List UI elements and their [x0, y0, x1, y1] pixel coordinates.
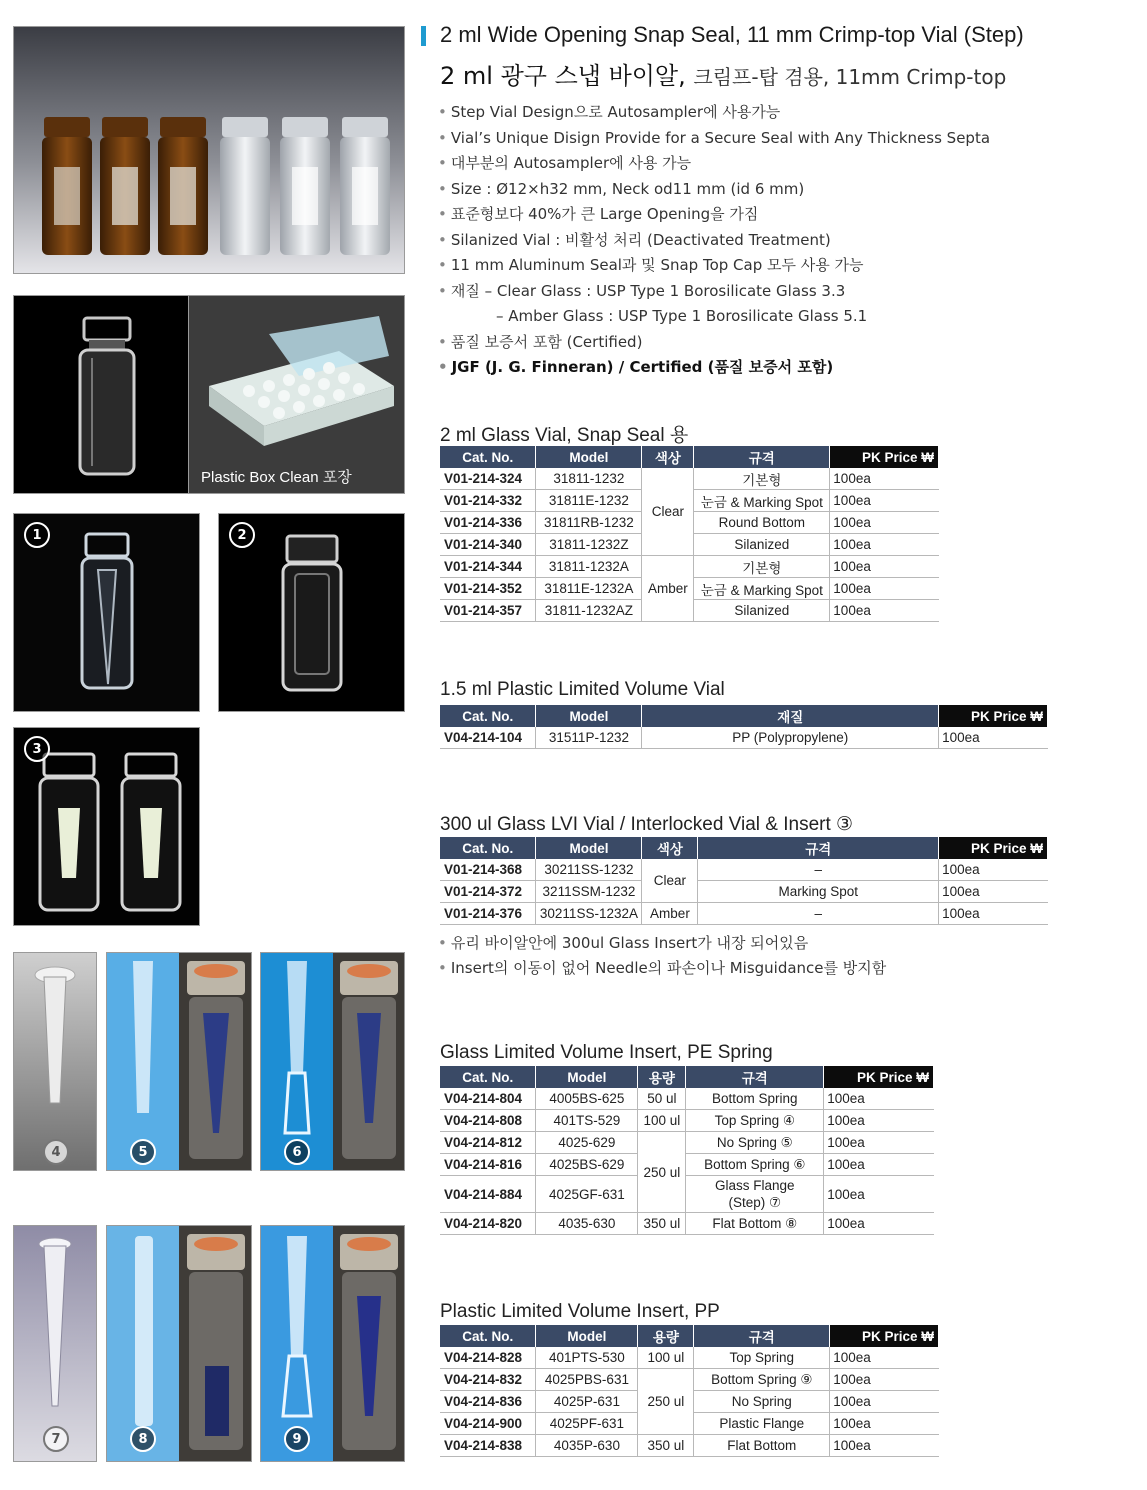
insert-photo-9 — [260, 1225, 405, 1462]
table3 — [440, 837, 1048, 925]
clear-vial — [220, 117, 390, 255]
insert-photo-5 — [106, 952, 252, 1171]
table-row: V01-214-340 31811-1232Z Silanized 100ea — [440, 534, 939, 556]
volume-cell: 250 ul — [638, 1132, 686, 1213]
table-row: V04-214-816 4025BS-629 Bottom Spring ⑥ 100ea — [440, 1154, 934, 1176]
vial-photo-2 — [218, 513, 405, 712]
vial-photo-3 — [13, 727, 200, 926]
table5-title: Plastic Limited Volume Insert, PP — [440, 1301, 720, 1322]
table-header-row — [440, 837, 1048, 859]
feature-list — [438, 100, 990, 381]
table4 — [440, 1066, 934, 1235]
feature-item: • Silanized Vial : 비활성 처리 (Deactivated Treatment) — [438, 230, 831, 249]
page-title-kr-main: 2 ml 광구 스냅 바이알, — [440, 62, 686, 90]
feature-item: – Amber Glass : USP Type 1 Borosilicate Glass 5.1 — [496, 307, 868, 325]
table-row: V04-214-808 401TS-529 100 ul Top Spring ④ 100ea — [440, 1110, 934, 1132]
label-7-badge: 7 — [43, 1426, 69, 1452]
page-title-en: 2 ml Wide Opening Snap Seal, 11 mm Crimp-top Vial (Step) — [440, 22, 1024, 47]
feature-item: • 대부분의 Autosampler에 사용 가능 — [438, 154, 692, 172]
title-accent-bar — [421, 26, 426, 46]
col-spec: 규격 — [686, 1066, 824, 1088]
label-2-badge: 2 — [229, 522, 255, 548]
table-row: V04-214-832 4025PBS-631 250 ul Bottom Spring ⑨ 100ea — [440, 1369, 939, 1391]
col-color: 색상 — [642, 446, 694, 468]
insert-photo-8 — [106, 1225, 252, 1462]
table-row: V01-214-368 30211SS-1232 Clear – 100ea — [440, 859, 1048, 881]
feature-item: • Vial’s Unique Disign Provide for a Secure Seal with Any Thickness Septa — [438, 128, 991, 147]
col-color: 색상 — [642, 837, 698, 859]
table3-title: 300 ul Glass LVI Vial / Interlocked Vial & Insert ③ — [440, 814, 854, 835]
table-row: V01-214-357 31811-1232AZ Silanized 100ea — [440, 600, 939, 622]
table-row: V04-214-828 401PTS-530 100 ul Top Spring 100ea — [440, 1347, 939, 1369]
label-6-badge: 6 — [284, 1139, 310, 1165]
col-model: Model — [536, 1325, 638, 1347]
table4-title: Glass Limited Volume Insert, PE Spring — [440, 1042, 773, 1063]
col-cat-no: Cat. No. — [440, 1325, 536, 1347]
table-header-row — [440, 446, 939, 468]
table-row: V01-214-332 31811E-1232 눈금 & Marking Spot 100ea — [440, 490, 939, 512]
table-row: V04-214-804 4005BS-625 50 ul Bottom Spring 100ea — [440, 1088, 934, 1110]
col-model: Model — [536, 705, 642, 727]
col-volume: 용량 — [638, 1325, 694, 1347]
insert-photo-7 — [13, 1225, 97, 1462]
col-price: PK Price ₩ — [824, 1066, 934, 1088]
color-cell: Amber — [642, 556, 694, 622]
label-3-badge: 3 — [24, 736, 50, 762]
col-price: PK Price ₩ — [939, 837, 1048, 859]
plastic-box-caption: Plastic Box Clean 포장 — [201, 469, 352, 486]
col-spec: 규격 — [698, 837, 939, 859]
col-cat-no: Cat. No. — [440, 446, 536, 468]
note-item: • Insert의 이동이 없어 Needle의 파손이나 Misguidance를 방지함 — [438, 959, 887, 977]
table2 — [440, 705, 1048, 749]
col-model: Model — [536, 1066, 638, 1088]
col-spec: 규격 — [694, 1325, 830, 1347]
label-5-badge: 5 — [130, 1139, 156, 1165]
label-9-badge: 9 — [284, 1426, 310, 1452]
label-8-badge: 8 — [130, 1426, 156, 1452]
table-row: V04-214-812 4025-629 250 ul No Spring ⑤ 100ea — [440, 1132, 934, 1154]
col-model: Model — [536, 837, 642, 859]
col-cat-no: Cat. No. — [440, 1066, 536, 1088]
label-4-badge: 4 — [43, 1139, 69, 1165]
table-row: V01-214-336 31811RB-1232 Round Bottom 100ea — [440, 512, 939, 534]
color-cell: Clear — [642, 859, 698, 903]
volume-cell: 100 ul — [638, 1347, 694, 1369]
col-spec: 규격 — [694, 446, 830, 468]
volume-cell: 100 ul — [638, 1110, 686, 1132]
table-row: V04-214-838 4035P-630 350 ul Flat Bottom 100ea — [440, 1435, 939, 1457]
table-row: V01-214-344 31811-1232A Amber 기본형 100ea — [440, 556, 939, 578]
table2-title: 1.5 ml Plastic Limited Volume Vial — [440, 679, 725, 700]
note-item: • 유리 바이알안에 300ul Glass Insert가 내장 되어있음 — [438, 934, 809, 952]
col-volume: 용량 — [638, 1066, 686, 1088]
table-row: V04-214-836 4025P-631 No Spring 100ea — [440, 1391, 939, 1413]
table-row: V01-214-352 31811E-1232A 눈금 & Marking Spot 100ea — [440, 578, 939, 600]
table-header-row — [440, 705, 1048, 727]
table3-notes — [438, 931, 886, 981]
table5 — [440, 1325, 939, 1457]
volume-cell: 250 ul — [638, 1369, 694, 1435]
color-cell: Clear — [642, 468, 694, 556]
feature-item: • JGF (J. G. Finneran) / Certified (품질 보증서 포함) — [438, 358, 834, 376]
volume-cell: 350 ul — [638, 1435, 694, 1457]
table-header-row — [440, 1066, 934, 1088]
plastic-box-photo — [188, 295, 405, 494]
page-title-kr-sub: 크림프-탑 겸용, 11mm Crimp-top — [693, 65, 1007, 89]
table-row: V01-214-376 30211SS-1232A Amber – 100ea — [440, 903, 1048, 925]
table-row: V04-214-820 4035-630 350 ul Flat Bottom ⑧ 100ea — [440, 1213, 934, 1235]
table1-title: 2 ml Glass Vial, Snap Seal 용 — [440, 425, 689, 446]
table1 — [440, 446, 939, 622]
col-cat-no: Cat. No. — [440, 837, 536, 859]
table-row: V01-214-324 31811-1232 Clear 기본형 100ea — [440, 468, 939, 490]
page-title-kr — [440, 56, 1006, 91]
col-model: Model — [536, 446, 642, 468]
feature-item: • 품질 보증서 포함 (Certified) — [438, 332, 643, 351]
volume-cell: 350 ul — [638, 1213, 686, 1235]
col-cat-no: Cat. No. — [440, 705, 536, 727]
clear-vial-photo — [13, 295, 200, 494]
table-row: V04-214-884 4025GF-631 Glass Flange (Step) ⑦ 100ea — [440, 1176, 934, 1213]
col-price: PK Price ₩ — [939, 705, 1048, 727]
table-row: V04-214-104 31511P-1232 PP (Polypropylene) 100ea — [440, 727, 1048, 749]
feature-item: • Size : Ø12×h32 mm, Neck od11 mm (id 6 mm) — [438, 179, 805, 198]
col-price: PK Price ₩ — [830, 446, 939, 468]
volume-cell: 50 ul — [638, 1088, 686, 1110]
col-material: 재질 — [642, 705, 939, 727]
col-price: PK Price ₩ — [830, 1325, 939, 1347]
amber-vial — [42, 117, 208, 255]
vials-hero-photo — [13, 26, 405, 274]
label-1-badge: 1 — [24, 522, 50, 548]
feature-item: • 재질 – Clear Glass : USP Type 1 Borosilicate Glass 3.3 — [438, 281, 846, 300]
vial-photo-1 — [13, 513, 200, 712]
feature-item: • 11 mm Aluminum Seal과 및 Snap Top Cap 모두 사용 가능 — [438, 256, 864, 274]
table-row: V04-214-900 4025PF-631 Plastic Flange 100ea — [440, 1413, 939, 1435]
feature-item: • Step Vial Design으로 Autosampler에 사용가능 — [438, 103, 781, 121]
table-row: V01-214-372 3211SSM-1232 Marking Spot 100ea — [440, 881, 1048, 903]
feature-item: • 표준형보다 40%가 큰 Large Opening을 가짐 — [438, 205, 759, 223]
insert-photo-6 — [260, 952, 405, 1171]
insert-photo-4 — [13, 952, 97, 1171]
color-cell: Amber — [642, 903, 698, 925]
table-header-row — [440, 1325, 939, 1347]
